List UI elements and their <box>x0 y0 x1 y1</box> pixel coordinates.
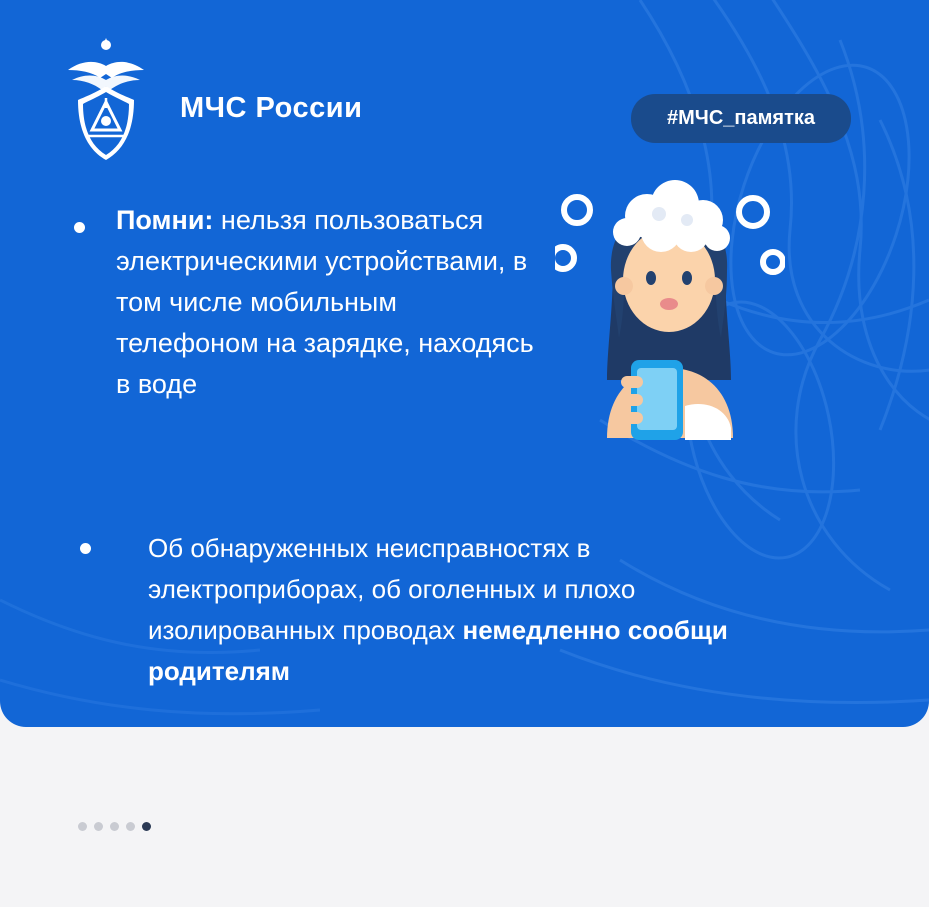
bullet-text-2 <box>148 528 738 692</box>
hashtag-badge: #МЧС_памятка <box>631 94 851 143</box>
pager-dot-4[interactable] <box>126 822 135 831</box>
pager-dot-2[interactable] <box>94 822 103 831</box>
pager-dot-1[interactable] <box>78 822 87 831</box>
brand-title: МЧС России <box>180 92 363 124</box>
girl-in-bath-with-phone-illustration <box>555 170 785 440</box>
mchs-emblem-icon <box>58 36 154 162</box>
bullet-1-lead: Помни: <box>116 205 214 235</box>
bullet-marker-1 <box>74 222 85 233</box>
carousel-pager[interactable] <box>78 822 151 831</box>
bullet-2-body: Об обнаруженных неисправностях в электроприборах, об оголенных и плохо изолированных проводах <box>148 533 636 645</box>
bullet-marker-2 <box>80 543 91 554</box>
card-header <box>0 0 929 180</box>
pager-dot-5[interactable] <box>142 822 151 831</box>
bullet-text-1 <box>116 200 546 405</box>
bullet-2-strong: немедленно сообщи родителям <box>148 615 728 686</box>
bullet-1-body: нельзя пользоваться электрическими устройствами, в том числе мобильным телефоном на зарядке, находясь в воде <box>116 205 534 399</box>
pager-dot-3[interactable] <box>110 822 119 831</box>
